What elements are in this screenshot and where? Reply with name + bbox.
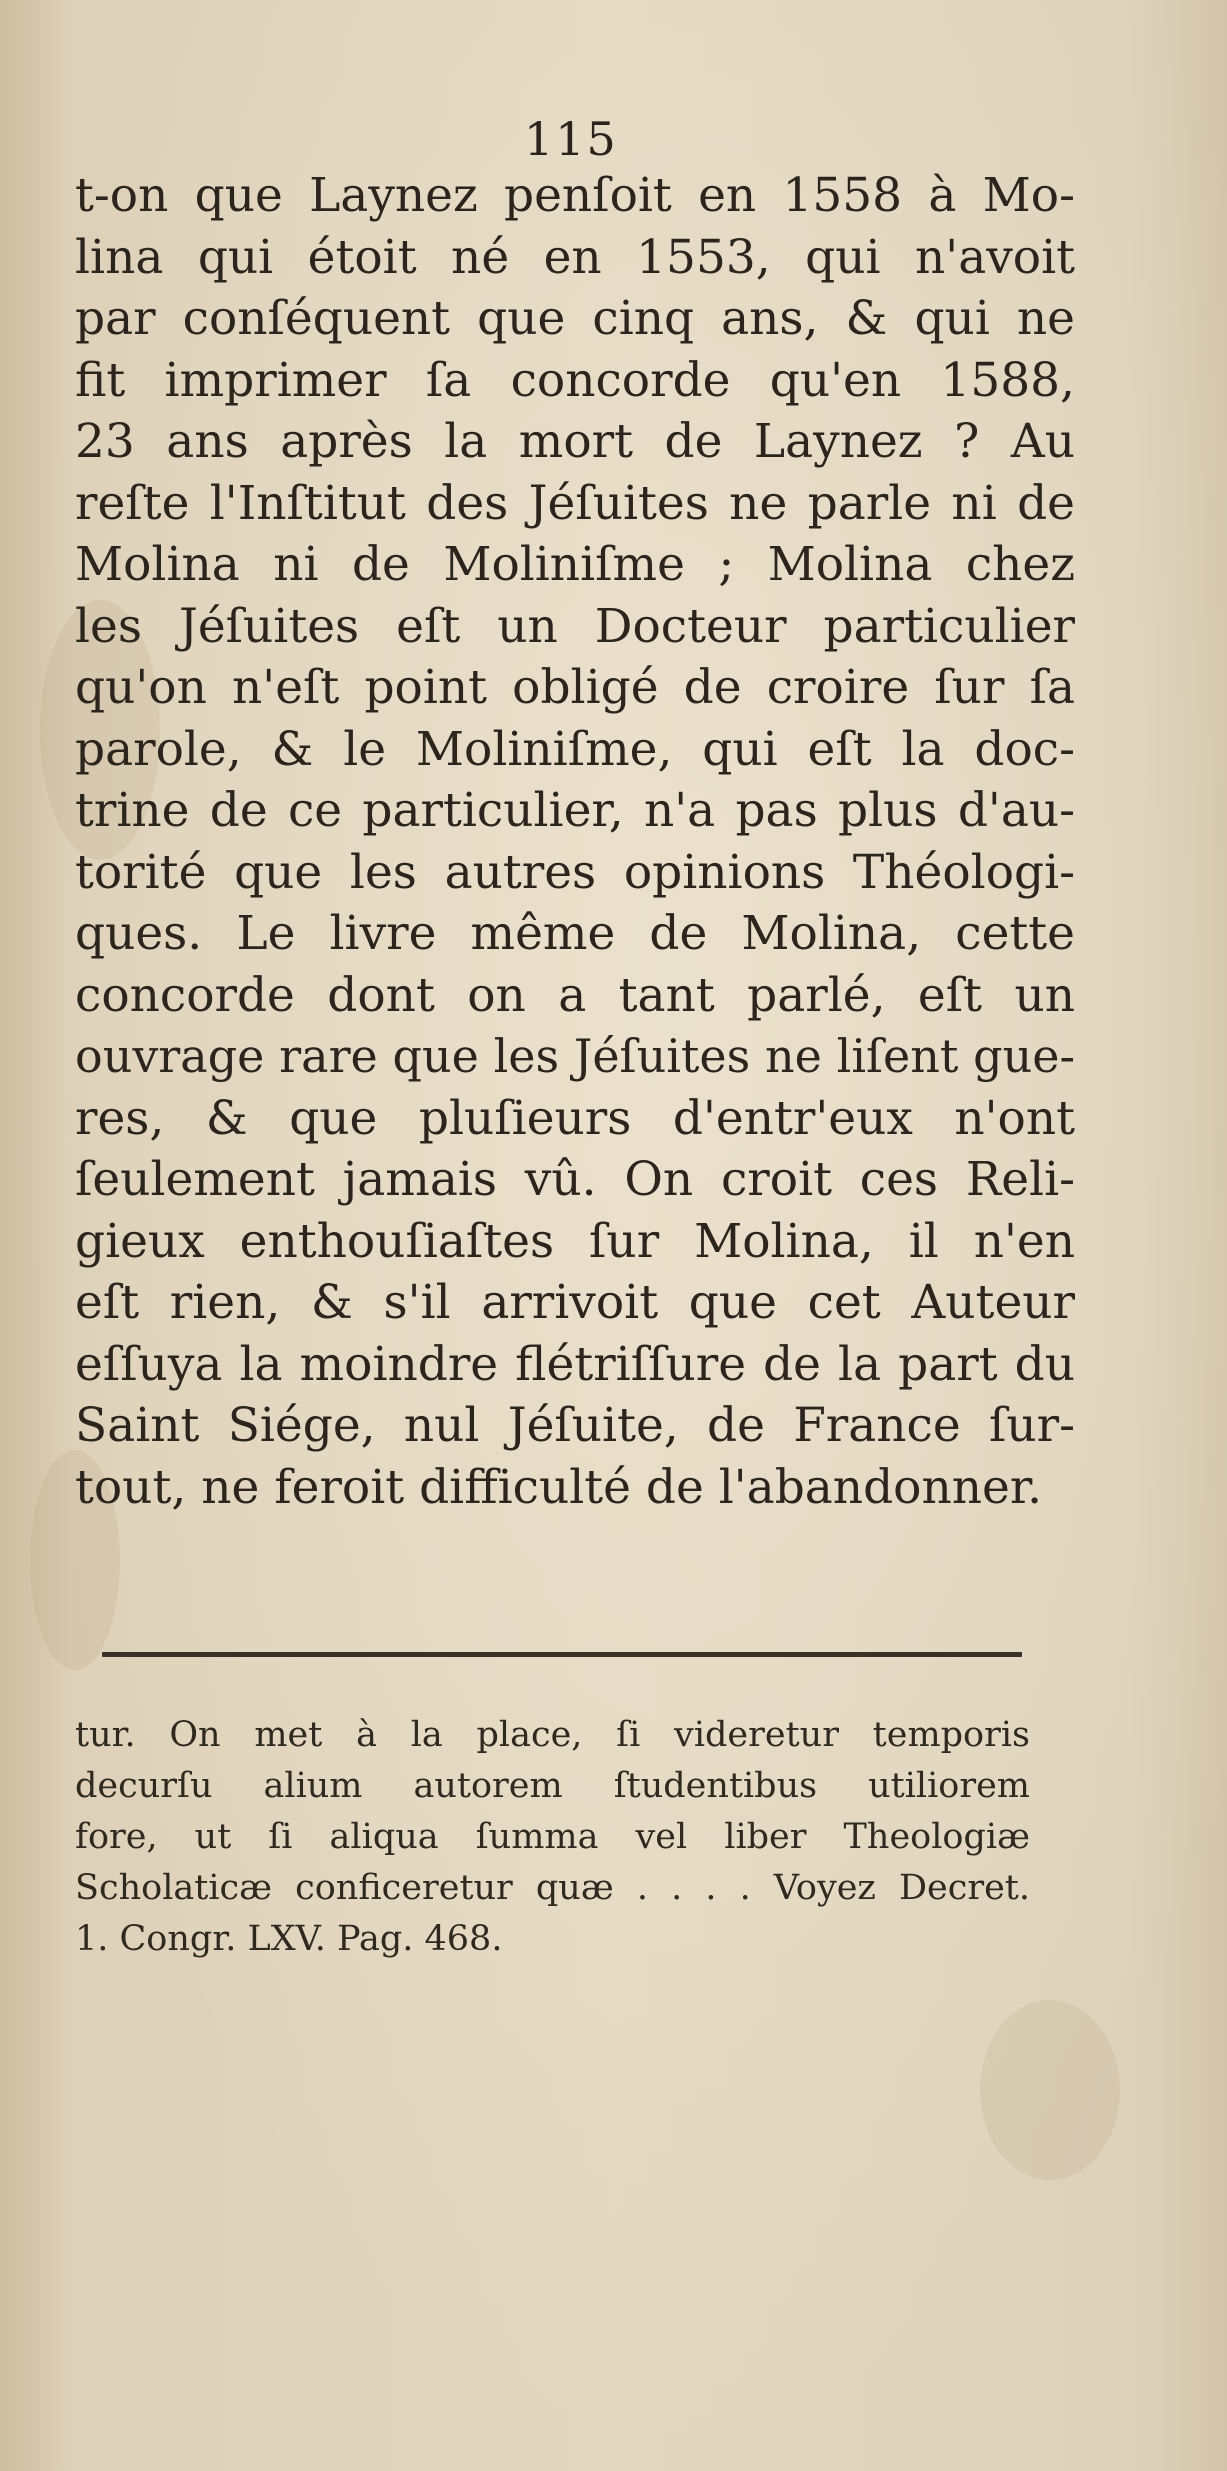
text-line: trine de ce particulier, n'a pas plus d'au- [75,783,1075,838]
text-line: par conſéquent que cinq ans, & qui ne [75,291,1075,346]
text-line: ouvrage rare que les Jéſuites ne liſent gue- [75,1029,1075,1083]
text-line: eſt rien, & s'il arrivoit que cet Auteur [75,1275,1075,1330]
footnote-line: fore, ut ſi aliqua ſumma vel liber Theologiæ [75,1817,1030,1857]
text-line: torité que les autres opinions Théologi- [75,844,1075,900]
text-line: fit imprimer ſa concorde qu'en 1588, [75,352,1075,408]
text-line: lina qui étoit né en 1553, qui n'avoit [75,229,1075,285]
text-line: t-on que Laynez penſoit en 1558 à Mo- [75,168,1075,223]
page-number: 115 [524,112,618,166]
text-line: reſte l'Inſtitut des Jéſuites ne parle ni de [75,475,1075,531]
main-text [75,165,1075,1518]
text-line: ſeulement jamais vû. On croit ces Reli- [75,1152,1075,1207]
text-line: Saint Siége, nul Jéſuite, de France ſur- [75,1398,1075,1453]
text-line: Molina ni de Moliniſme ; Molina chez [75,537,1075,592]
footnote-separator-rule [102,1652,1022,1657]
text-line: qu'on n'eſt point obligé de croire ſur ſa [75,660,1075,715]
paper-stain [980,2000,1120,2180]
footnote-line: 1. Congr. LXV. Pag. 468. [75,1919,503,1959]
footnote-line: decurſu alium autorem ſtudentibus utiliorem [75,1766,1030,1806]
footnote-line: Scholaticæ conficeretur quæ . . . . Voyez Decret. [75,1868,1030,1908]
text-line: concorde dont on a tant parlé, eſt un [75,967,1075,1023]
text-line: 23 ans après la mort de Laynez ? Au [75,414,1075,469]
footnote [75,1710,1030,1965]
text-line: parole, & le Moliniſme, qui eſt la doc- [75,721,1075,777]
text-line: tout, ne feroit difficulté de l'abandonner. [75,1459,1043,1515]
text-line: eſſuya la moindre flétriſſure de la part du [75,1336,1075,1392]
text-line: ques. Le livre même de Molina, cette [75,906,1075,961]
text-line: les Jéſuites eſt un Docteur particulier [75,598,1075,654]
text-line: res, & que pluſieurs d'entr'eux n'ont [75,1090,1075,1146]
text-line: gieux enthouſiaſtes ſur Molina, il n'en [75,1213,1075,1269]
footnote-line: tur. On met à la place, ſi videretur temporis [75,1715,1030,1755]
